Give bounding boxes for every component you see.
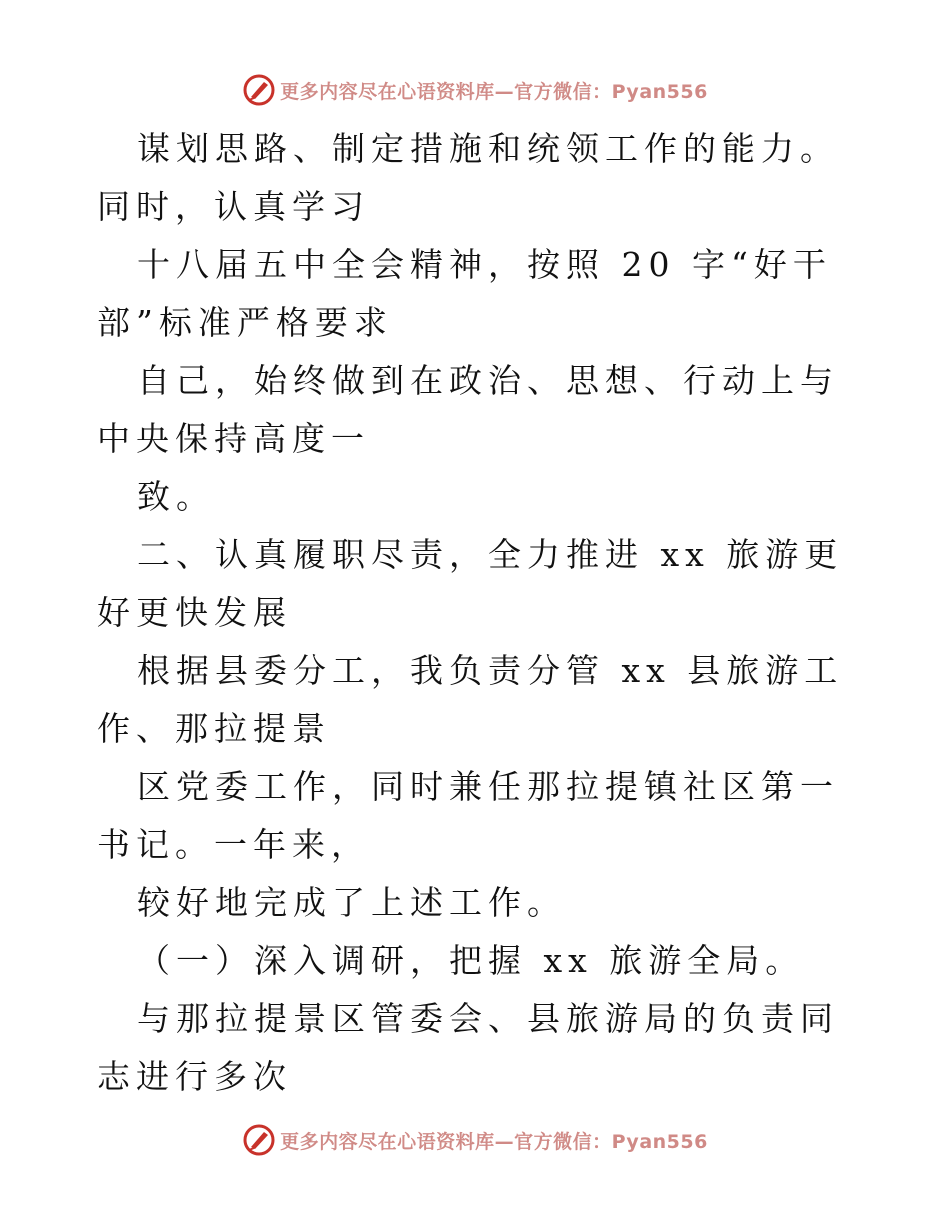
subsection-heading: （一）深入调研，把握 xx 旅游全局。 — [137, 941, 805, 980]
watermark-text: 更多内容尽在心语资料库—官方微信：Pyan556 — [280, 1130, 708, 1153]
paragraph: 根据县委分工，我负责分管 xx 县旅游工作、那拉提景 — [97, 651, 844, 748]
header-watermark — [0, 70, 950, 110]
paragraph: 十八届五中全会精神，按照 20 字“好干部”标准严格要求 — [97, 245, 832, 342]
paragraph: 自己，始终做到在政治、思想、行动上与中央保持高度一 — [97, 361, 839, 458]
paragraph: 区党委工作，同时兼任那拉提镇社区第一书记。一年来， — [97, 767, 839, 864]
section-heading: 二、认真履职尽责，全力推进 xx 旅游更好更快发展 — [97, 535, 844, 632]
red-quill-logo-icon — [242, 1123, 276, 1157]
footer-watermark — [0, 1120, 950, 1160]
paragraph: 较好地完成了上述工作。 — [137, 883, 566, 922]
document-body — [97, 120, 857, 1106]
paragraph: 谋划思路、制定措施和统领工作的能力。同时，认真学习 — [97, 129, 839, 226]
paragraph: 致。 — [137, 477, 215, 516]
watermark-text: 更多内容尽在心语资料库—官方微信：Pyan556 — [280, 80, 708, 103]
paragraph: 与那拉提景区管委会、县旅游局的负责同志进行多次 — [97, 999, 839, 1096]
red-quill-logo-icon — [242, 73, 276, 107]
